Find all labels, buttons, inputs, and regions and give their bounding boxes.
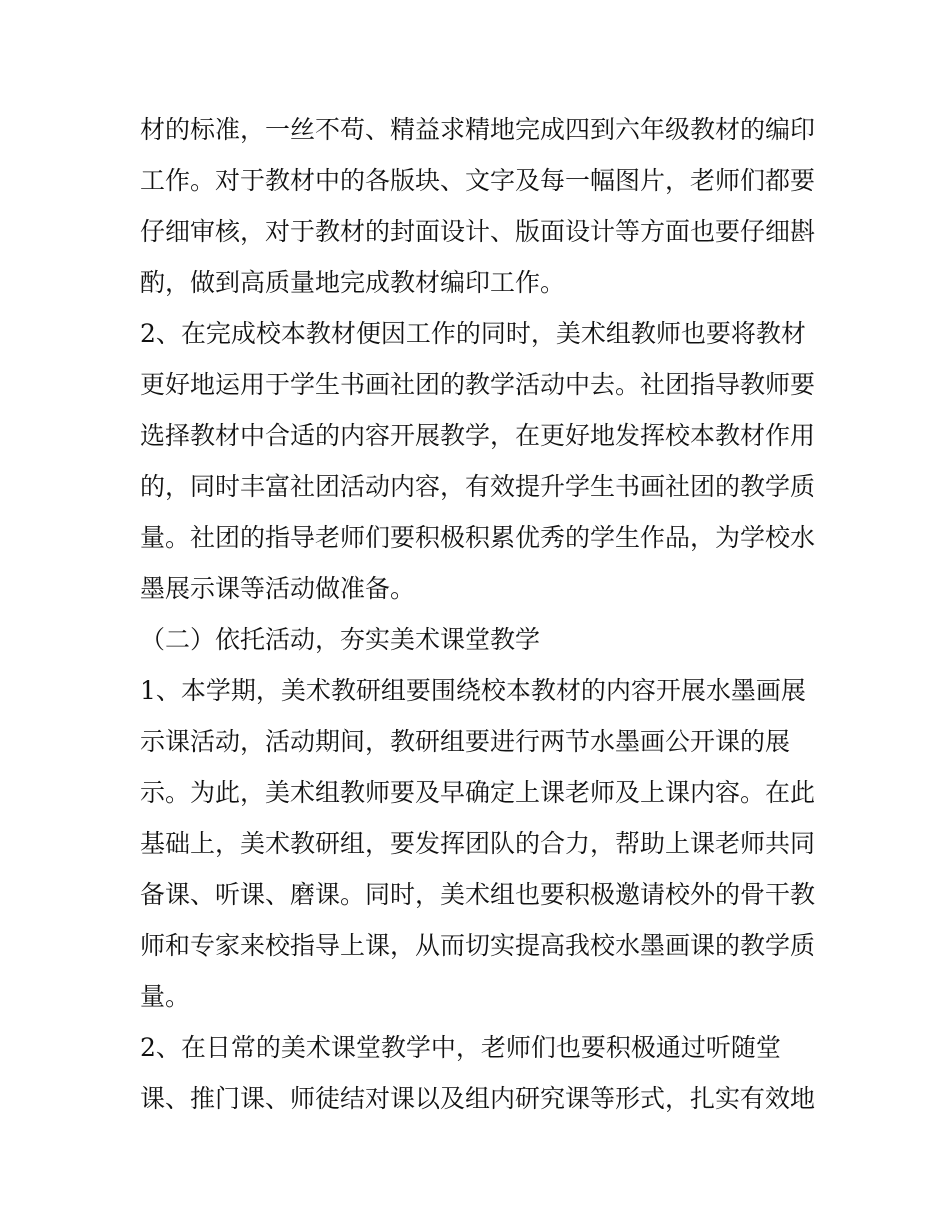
text-line: 更好地运用于学生书画社团的教学活动中去。社团指导教师要 bbox=[140, 370, 816, 399]
text-line: 的，同时丰富社团活动内容，有效提升学生书画社团的教学质 bbox=[140, 472, 816, 501]
text-line: 基础上，美术教研组，要发挥团队的合力，帮助上课老师共同 bbox=[140, 829, 816, 858]
text-line: 2、在完成校本教材便因工作的同时，美术组教师也要将教材 bbox=[140, 319, 806, 348]
section-heading: （二）依托活动，夯实美术课堂教学 bbox=[140, 625, 541, 654]
text-line: 墨展示课等活动做准备。 bbox=[140, 574, 416, 603]
text-line: 备课、听课、磨课。同时，美术组也要积极邀请校外的骨干教 bbox=[140, 880, 816, 909]
text-line: 量。社团的指导老师们要积极积累优秀的学生作品，为学校水 bbox=[140, 523, 816, 552]
text-line: 工作。对于教材中的各版块、文字及每一幅图片，老师们都要 bbox=[140, 166, 816, 195]
text-line: 课、推门课、师徒结对课以及组内研究课等形式，扎实有效地 bbox=[140, 1084, 816, 1113]
text-line: 仔细审核，对于教材的封面设计、版面设计等方面也要仔细斟 bbox=[140, 217, 816, 246]
text-line: 选择教材中合适的内容开展教学，在更好地发挥校本教材作用 bbox=[140, 421, 816, 450]
text-line: 师和专家来校指导上课，从而切实提高我校水墨画课的教学质 bbox=[140, 931, 816, 960]
text-line: 酌，做到高质量地完成教材编印工作。 bbox=[140, 268, 566, 297]
text-line: 1、本学期，美术教研组要围绕校本教材的内容开展水墨画展 bbox=[140, 676, 806, 705]
text-line: 材的标准，一丝不苟、精益求精地完成四到六年级教材的编印 bbox=[140, 115, 816, 144]
text-line: 示。为此，美术组教师要及早确定上课老师及上课内容。在此 bbox=[140, 778, 816, 807]
text-line: 量。 bbox=[140, 982, 191, 1011]
text-line: 示课活动，活动期间，教研组要进行两节水墨画公开课的展 bbox=[140, 727, 791, 756]
text-line: 2、在日常的美术课堂教学中，老师们也要积极通过听随堂 bbox=[140, 1033, 781, 1062]
